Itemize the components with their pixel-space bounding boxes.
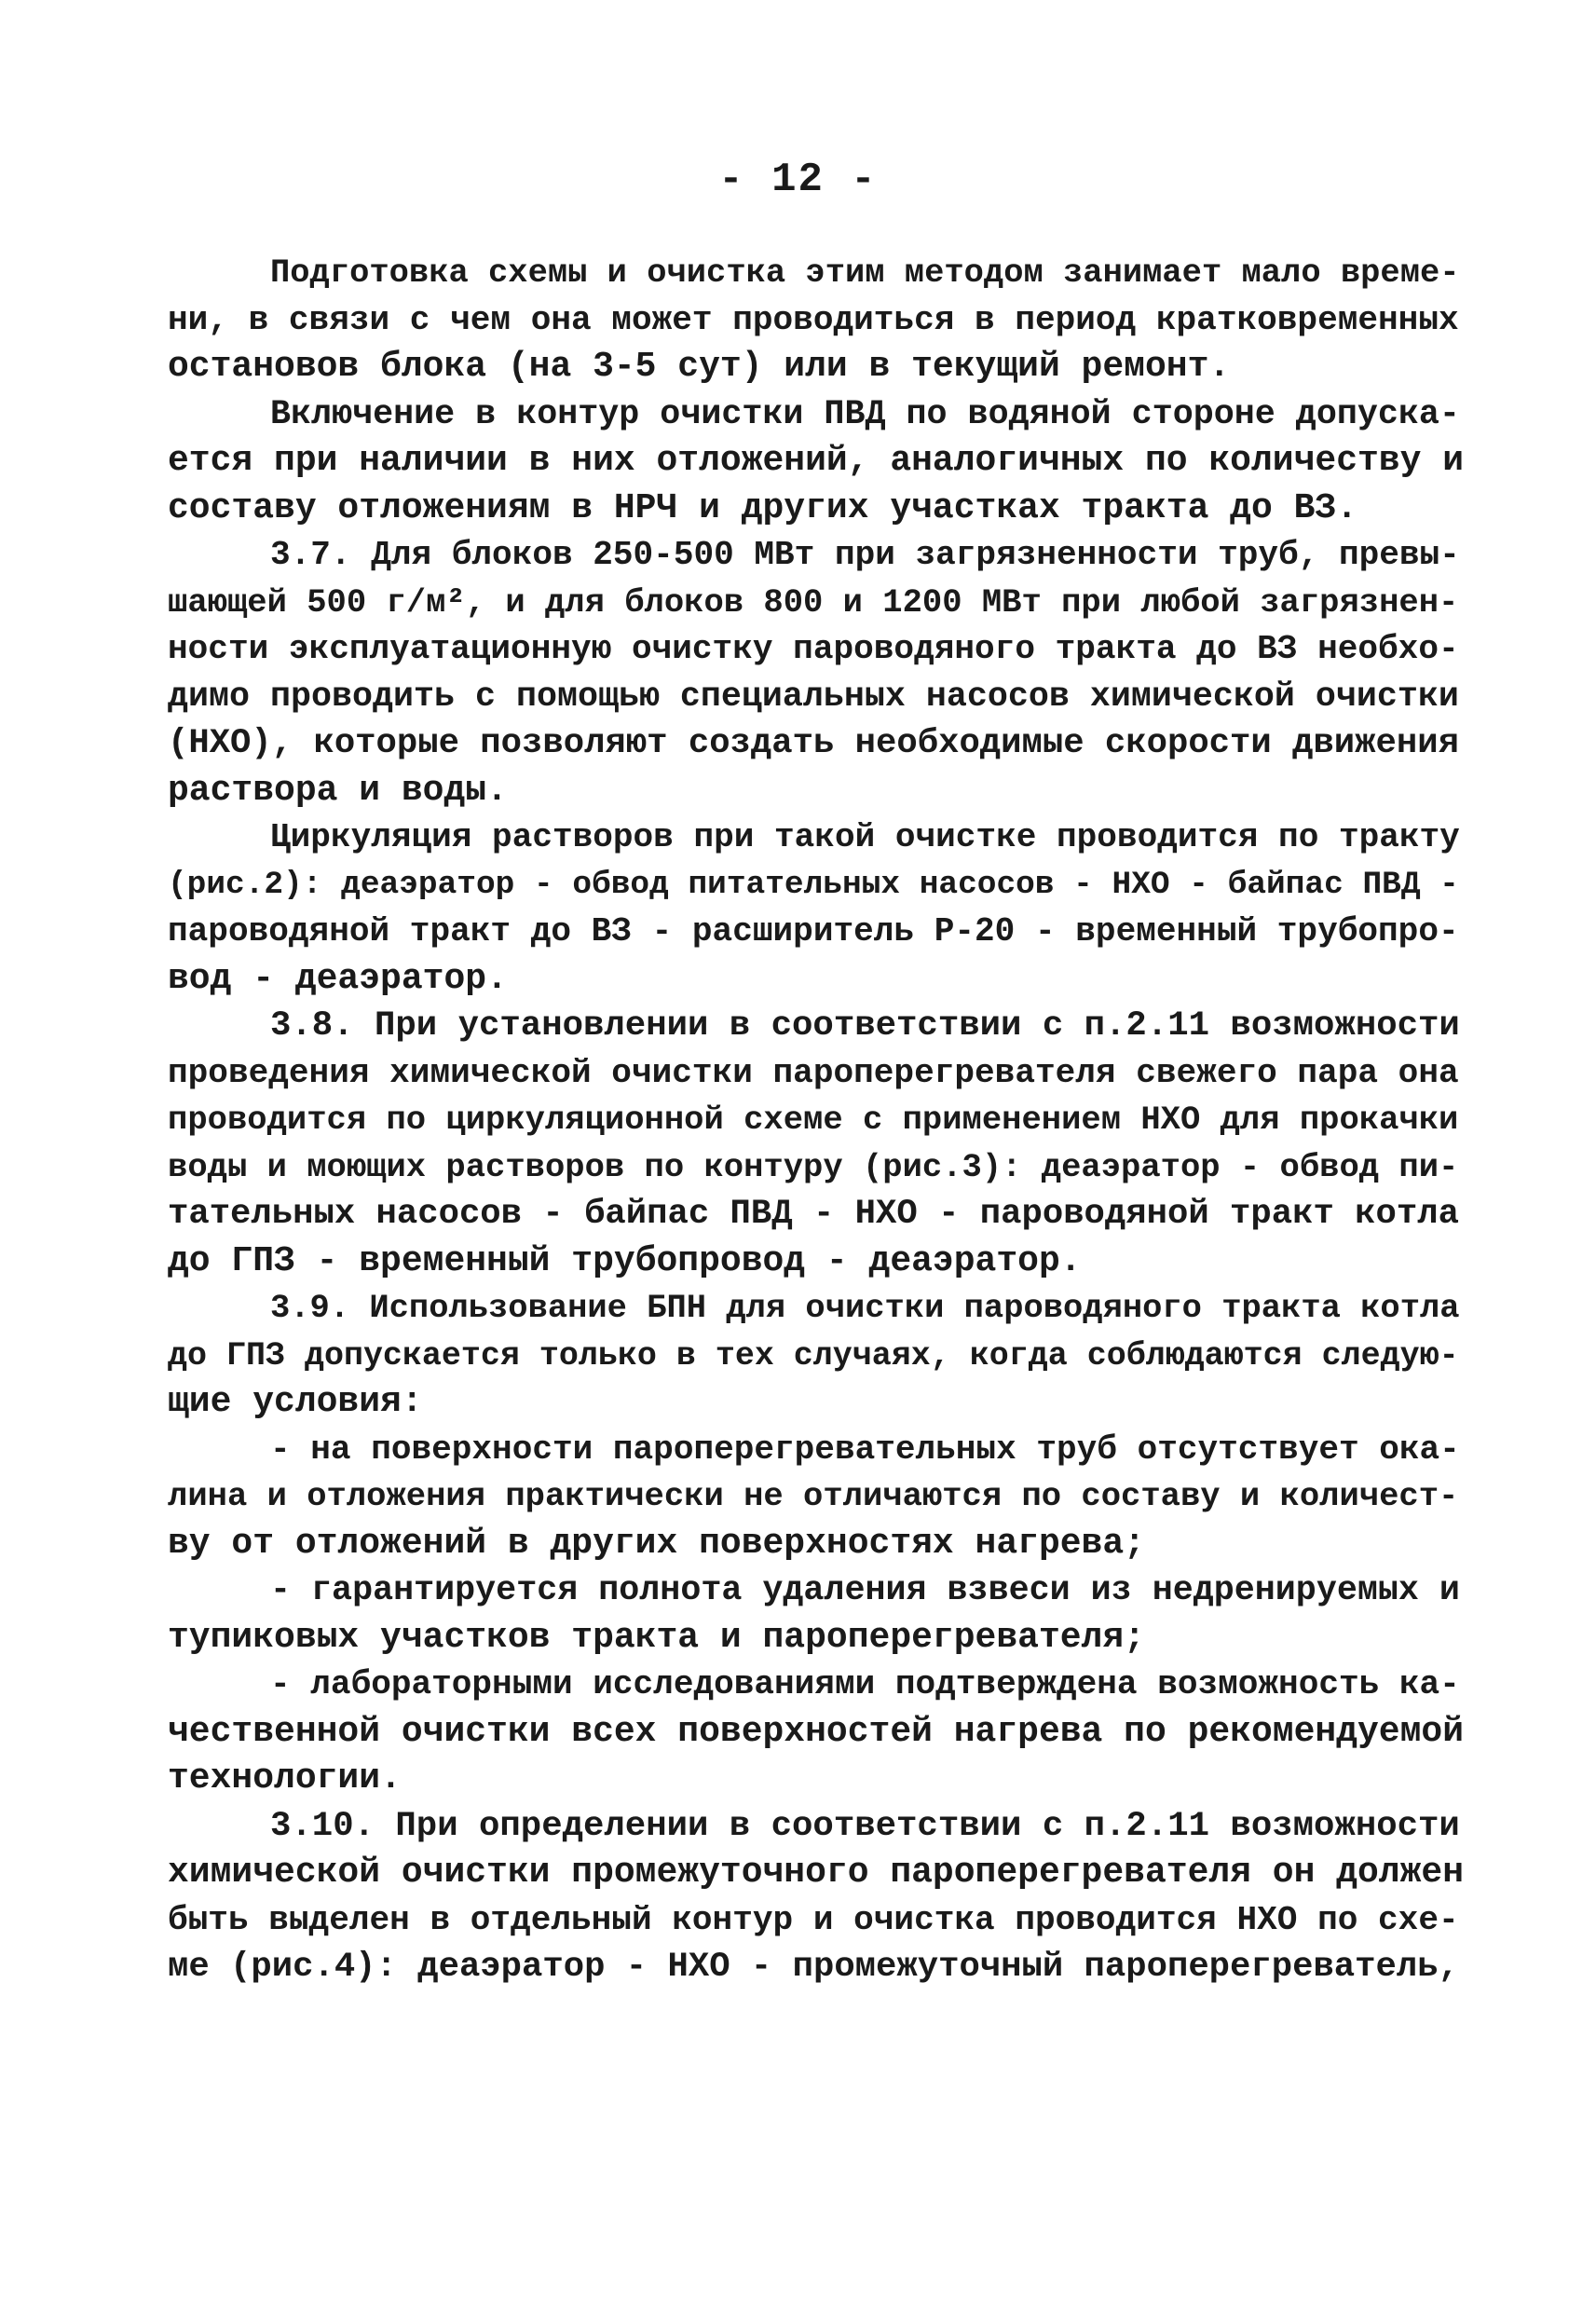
text-line: ни, в связи с чем она может проводиться в период кратковременных bbox=[168, 300, 1459, 339]
text-line: проведения химической очистки пароперегревателя свежего пара она bbox=[168, 1053, 1459, 1092]
page-number: - 12 - bbox=[718, 157, 878, 203]
text-line: химической очистки промежуточного пароперегревателя он должен bbox=[168, 1853, 1465, 1893]
text-line: (рис.2): деаэратор - обвод питательных насосов - НХО - байпас ПВД - bbox=[168, 866, 1459, 903]
text-line: (НХО), которые позволяют создать необходимые скорости движения bbox=[168, 724, 1459, 763]
text-line: остановов блока (на 3-5 сут) или в текущий ремонт. bbox=[168, 347, 1231, 387]
text-line: 3.9. Использование БПН для очистки пароводяного тракта котла bbox=[270, 1289, 1460, 1327]
text-line: чественной очистки всех поверхностей нагрева по рекомендуемой bbox=[168, 1711, 1465, 1752]
text-line: быть выделен в отдельный контур и очистка проводится НХО по схе- bbox=[168, 1900, 1459, 1939]
text-line: раствора и воды. bbox=[168, 770, 508, 811]
text-line: - гарантируется полнота удаления взвеси из недренируемых и bbox=[270, 1571, 1460, 1610]
text-line: тупиковых участков тракта и пароперегревателя; bbox=[168, 1617, 1145, 1658]
text-line: проводится по циркуляционной схеме с применением НХО для прокачки bbox=[168, 1101, 1459, 1139]
text-line: воды и моющих растворов по контуру (рис.3): деаэратор - обвод пи- bbox=[168, 1147, 1459, 1186]
text-line: до ГПЗ - временный трубопровод - деаэратор. bbox=[168, 1240, 1082, 1281]
body-text bbox=[168, 250, 1472, 1991]
text-line: составу отложениям в НРЧ и других участках тракта до ВЗ. bbox=[168, 487, 1358, 528]
text-line: Циркуляция растворов при такой очистке проводится по тракту bbox=[270, 818, 1460, 856]
text-line: Включение в контур очистки ПВД по водяной стороне допуска- bbox=[270, 394, 1460, 434]
text-line: ется при наличии в них отложений, аналогичных по количеству и bbox=[168, 441, 1465, 481]
text-line: тательных насосов - байпас ПВД - НХО - пароводяной тракт котла bbox=[168, 1195, 1459, 1234]
text-line: димо проводить с помощью специальных насосов химической очистки bbox=[168, 677, 1459, 717]
text-line: щие условия: bbox=[168, 1382, 423, 1422]
text-line: - на поверхности пароперегревательных труб отсутствует ока- bbox=[270, 1429, 1460, 1469]
text-line: Подготовка схемы и очистка этим методом занимает мало време- bbox=[270, 253, 1460, 292]
text-line: ме (рис.4): деаэратор - НХО - промежуточный пароперегреватель, bbox=[168, 1948, 1459, 1987]
text-line: 3.8. При установлении в соответствии с п.2.11 возможности bbox=[270, 1006, 1460, 1046]
text-line: - лабораторными исследованиями подтверждена возможность ка- bbox=[270, 1665, 1460, 1703]
text-line: 3.10. При определении в соответствии с п.2.11 возможности bbox=[270, 1806, 1460, 1846]
text-line: лина и отложения практически не отличаются по составу и количест- bbox=[168, 1477, 1459, 1515]
text-line: шающей 500 г/м², и для блоков 800 и 1200 МВт при любой загрязнен- bbox=[168, 582, 1459, 622]
text-line: ности эксплуатационную очистку пароводяного тракта до ВЗ необхо- bbox=[168, 630, 1459, 668]
text-line: ву от отложений в других поверхностях нагрева; bbox=[168, 1523, 1145, 1564]
text-line: 3.7. Для блоков 250-500 МВт при загрязненности труб, превы- bbox=[270, 536, 1460, 574]
text-line: технологии. bbox=[168, 1758, 402, 1798]
text-line: до ГПЗ допускается только в тех случаях, когда соблюдаются следую- bbox=[168, 1336, 1459, 1374]
text-line: вод - деаэратор. bbox=[168, 958, 508, 999]
text-line: пароводяной тракт до ВЗ - расширитель Р-20 - временный трубопро- bbox=[168, 912, 1459, 950]
